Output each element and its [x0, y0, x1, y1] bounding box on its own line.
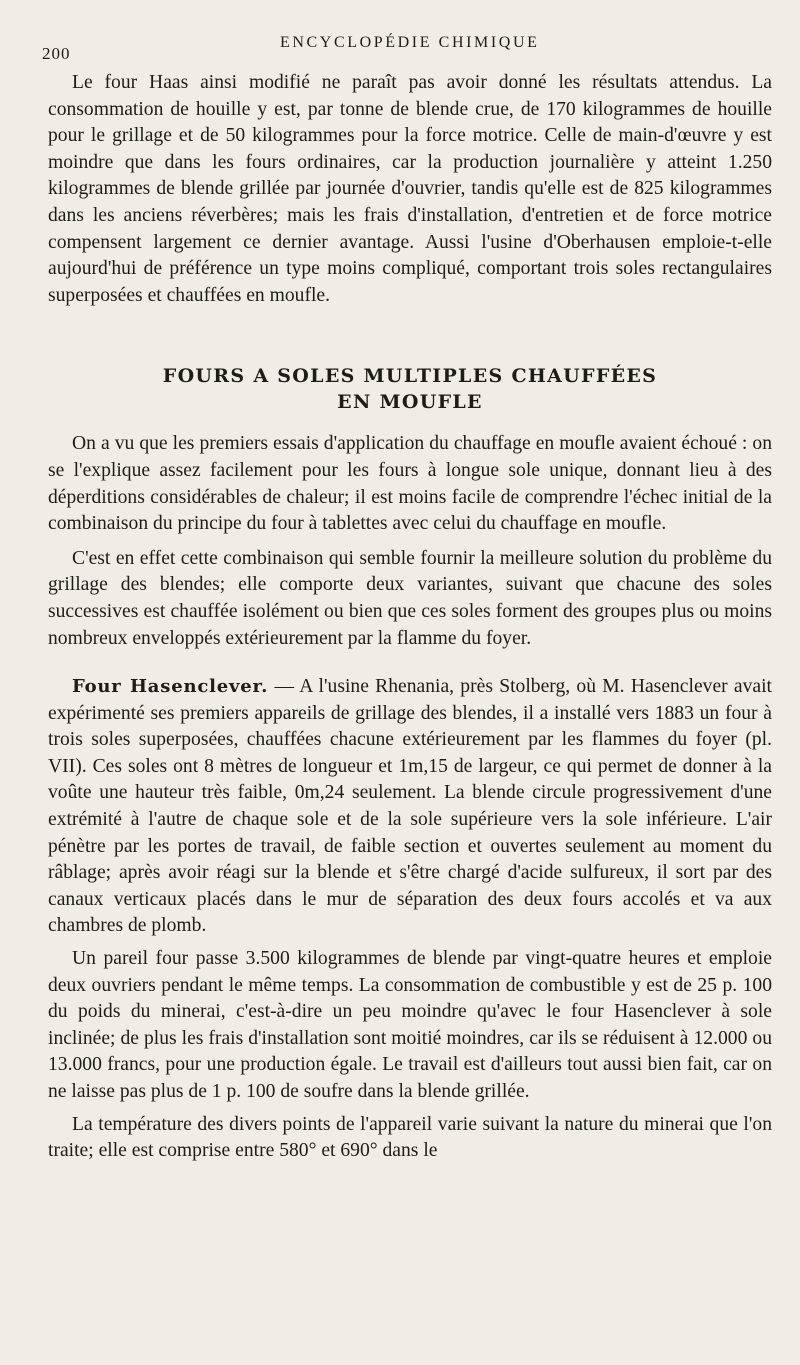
- paragraph-combination: C'est en effet cette combinaison qui semble fournir la meilleure solution du problème du grillage des blendes; elle comporte deux variantes, suivant que chacune des soles successives est chauffée isolément ou bien que ces soles forment des groupes plus ou moins nombreux enveloppés extérieurement par la flamme du foyer.: [48, 547, 772, 649]
- section-heading: [48, 363, 772, 415]
- running-head: [42, 30, 772, 63]
- run-in-heading: Four Hasenclever.: [72, 676, 269, 698]
- paragraph-temperature: La température des divers points de l'appareil varie suivant la nature du minerai que l'on traite; elle est comprise entre 580° et 690° dans le: [48, 1113, 772, 1162]
- running-title: ENCYCLOPÉDIE CHIMIQUE: [280, 34, 540, 51]
- paragraph-hasenclever-body: — A l'usine Rhenania, près Stolberg, où M. Hasenclever avait expérimenté ses premiers appareils de grillage des blendes, il a installé vers 1883 un four à trois soles superposées, chauffées chacune extérieurement par les flammes du foyer (pl. VII). Ces soles ont 8 mètres de longueur et 1m,15 de largeur, ce qui permet de donner à la voûte une hauteur très faible, 0m,24 seulement. La blende circule progressivement d'une extrémité à l'autre de chaque sole et de la sole supérieure vers la sole inférieure. L'air pénètre par les portes de travail, de faible section et ouvertes seulement au moment du râblage; après avoir réagi sur la blende et s'être chargé d'acide sulfureux, il sort par des canaux verticaux placés dans le mur de séparation des deux fours accolés et va aux chambres de plomb.: [48, 676, 772, 937]
- body-text: [48, 70, 772, 1165]
- page-number: 200: [42, 44, 71, 63]
- paragraph-muffle-intro: On a vu que les premiers essais d'application du chauffage en moufle avaient échoué : on se l'explique assez facilement pour les fours à longue sole unique, donnant lieu à des déperditions considérables de chaleur; il est moins facile de comprendre l'échec initial de la combinaison du principe du four à tablettes avec celui du chauffage en moufle.: [48, 433, 772, 535]
- paragraph-hasenclever: [48, 674, 772, 940]
- paragraph-capacity: Un pareil four passe 3.500 kilogrammes de blende par vingt-quatre heures et emploie deux ouvriers pendant le même temps. La consommation de combustible y est de 25 p. 100 du poids du minerai, c'est-à-dire un peu moindre qu'avec le four Hasenclever à sole inclinée; de plus les frais d'installation sont moitié moindres, car ils se réduisent à 12.000 ou 13.000 francs, pour une production égale. Le travail est d'ailleurs tout aussi bien fait, car on ne laisse pas plus de 1 p. 100 de soufre dans la blende grillée.: [48, 948, 772, 1102]
- paragraph-haas-furnace: Le four Haas ainsi modifié ne paraît pas avoir donné les résultats attendus. La consommation de houille y est, par tonne de blende crue, de 170 kilogrammes de houille pour le grillage et de 50 kilogrammes pour la force motrice. Celle de main-d'œuvre y est moindre que dans les fours ordinaires, car la production journalière y atteint 1.250 kilogrammes de blende grillée par journée d'ouvrier, tandis qu'elle est de 825 kilogrammes dans les anciens réverbères; mais les frais d'installation, d'entretien et de force motrice compensent largement ce dernier avantage. Aussi l'usine d'Oberhausen emploie-t-elle aujourd'hui de préférence un type moins compliqué, comportant trois soles rectangulaires superposées et chauffées en moufle.: [48, 72, 772, 306]
- section-heading-line-1: FOURS A SOLES MULTIPLES CHAUFFÉES: [162, 365, 658, 388]
- section-heading-line-2: EN MOUFLE: [337, 391, 483, 414]
